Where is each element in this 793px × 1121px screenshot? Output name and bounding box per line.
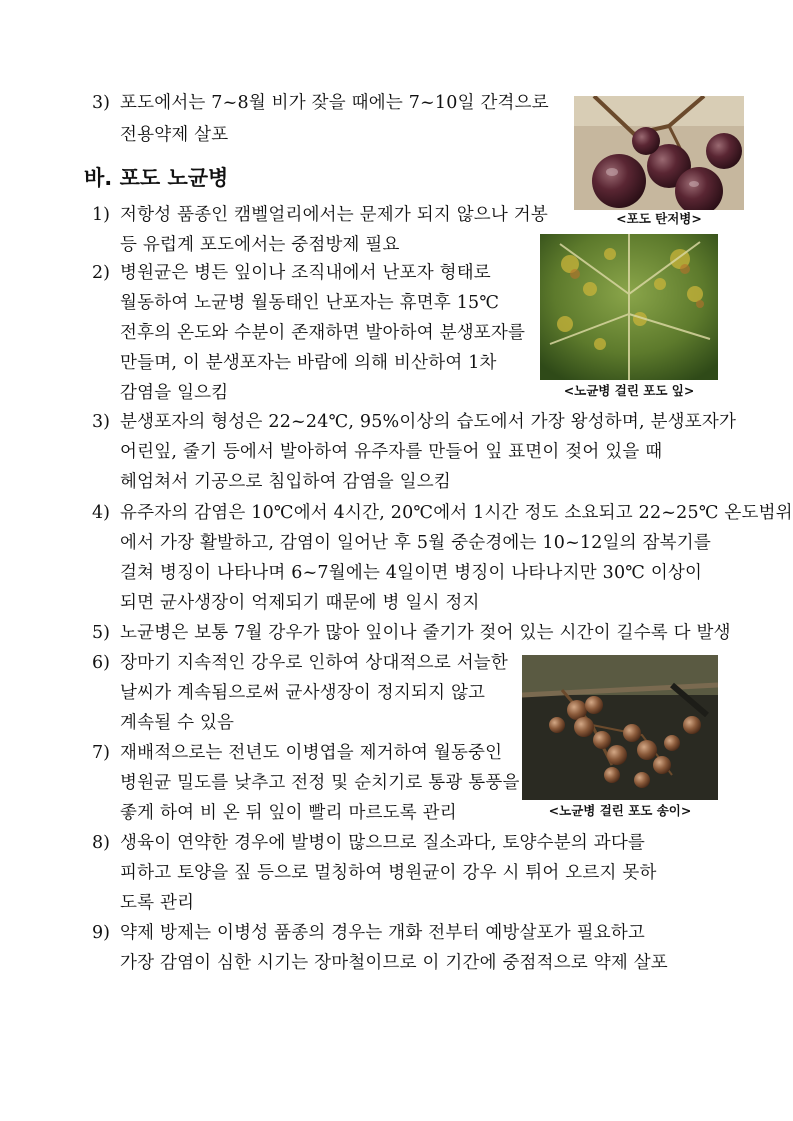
item-text-line: 분생포자의 형성은 22~24℃, 95%이상의 습도에서 가장 왕성하며, 분생포자가 — [120, 412, 737, 432]
item-text-line: 약제 방제는 이병성 품종의 경우는 개화 전부터 예방살포가 필요하고 — [120, 923, 646, 943]
item-text-line: 에서 가장 활발하고, 감염이 일어난 후 5월 중순경에는 10~12일의 잠복기를 — [120, 533, 711, 553]
item-number: 3) — [92, 93, 110, 113]
item-number: 3) — [92, 412, 110, 432]
item-text-line: 재배적으로는 전년도 이병엽을 제거하여 월동중인 — [120, 743, 503, 763]
item-text-line: 병원균은 병든 잎이나 조직내에서 난포자 형태로 — [120, 263, 491, 283]
item-number: 2) — [92, 263, 110, 283]
item-text-line: 계속될 수 있음 — [120, 713, 235, 733]
photo-caption: <포도 탄저병> — [616, 211, 702, 226]
item-text-line: 피하고 토양을 짚 등으로 멀칭하여 병원균이 강우 시 튀어 오르지 못하 — [120, 863, 657, 883]
item-number: 7) — [92, 743, 110, 763]
grape-anthracnose-image — [574, 96, 744, 210]
item-number: 5) — [92, 623, 110, 643]
section-heading: 바. 포도 노균병 — [84, 166, 229, 190]
item-text-line: 전후의 온도와 수분이 존재하면 발아하여 분생포자를 — [120, 323, 526, 343]
item-text-line: 가장 감염이 심한 시기는 장마철이므로 이 기간에 중점적으로 약제 살포 — [120, 953, 668, 973]
item-text-line: 되면 균사생장이 억제되기 때문에 병 일시 정지 — [120, 593, 480, 613]
item-text-line: 날씨가 계속됨으로써 균사생장이 정지되지 않고 — [120, 683, 486, 703]
item-text-line: 월동하여 노균병 월동태인 난포자는 휴면후 15℃ — [120, 293, 500, 313]
item-number: 4) — [92, 503, 110, 523]
downy-mildew-cluster-image — [522, 655, 718, 800]
item-text-line: 저항성 품종인 캠벨얼리에서는 문제가 되지 않으나 거봉 — [120, 205, 548, 225]
item-number: 6) — [92, 653, 110, 673]
item-number: 1) — [92, 205, 110, 225]
downy-mildew-leaf-photo — [540, 234, 718, 380]
item-text-line: 병원균 밀도를 낮추고 전정 및 순치기로 통광 통풍을 — [120, 773, 520, 793]
item-text-line: 헤엄쳐서 기공으로 침입하여 감염을 일으킴 — [120, 472, 451, 492]
item-text-line: 노균병은 보통 7월 강우가 많아 잎이나 줄기가 젖어 있는 시간이 길수록 다 발생 — [120, 623, 731, 643]
item-text-line: 전용약제 살포 — [120, 125, 229, 145]
item-text-line: 만들며, 이 분생포자는 바람에 의해 비산하여 1차 — [120, 353, 497, 373]
downy-mildew-leaf-image — [540, 234, 718, 380]
item-text-line: 장마기 지속적인 강우로 인하여 상대적으로 서늘한 — [120, 653, 509, 673]
photo-caption: <노균병 걸린 포도 송이> — [548, 803, 692, 818]
item-text-line: 포도에서는 7~8월 비가 잦을 때에는 7~10일 간격으로 — [120, 93, 549, 113]
downy-mildew-cluster-photo — [522, 655, 718, 800]
item-text-line: 좋게 하여 비 온 뒤 잎이 빨리 마르도록 관리 — [120, 803, 457, 823]
item-text-line: 어린잎, 줄기 등에서 발아하여 유주자를 만들어 잎 표면이 젖어 있을 때 — [120, 442, 663, 462]
photo-caption: <노균병 걸린 포도 잎> — [563, 383, 695, 398]
item-text-line: 유주자의 감염은 10℃에서 4시간, 20℃에서 1시간 정도 소요되고 22~25℃ 온도범위 — [120, 503, 793, 523]
item-text-line: 감염을 일으킴 — [120, 383, 229, 403]
item-text-line: 등 유럽계 포도에서는 중점방제 필요 — [120, 235, 400, 255]
item-number: 8) — [92, 833, 110, 853]
item-text-line: 걸쳐 병징이 나타나며 6~7월에는 4일이면 병징이 나타나지만 30℃ 이상이 — [120, 563, 703, 583]
item-number: 9) — [92, 923, 110, 943]
item-text-line: 생육이 연약한 경우에 발병이 많으므로 질소과다, 토양수분의 과다를 — [120, 833, 646, 853]
grape-anthracnose-photo — [574, 96, 744, 210]
item-text-line: 도록 관리 — [120, 893, 195, 913]
